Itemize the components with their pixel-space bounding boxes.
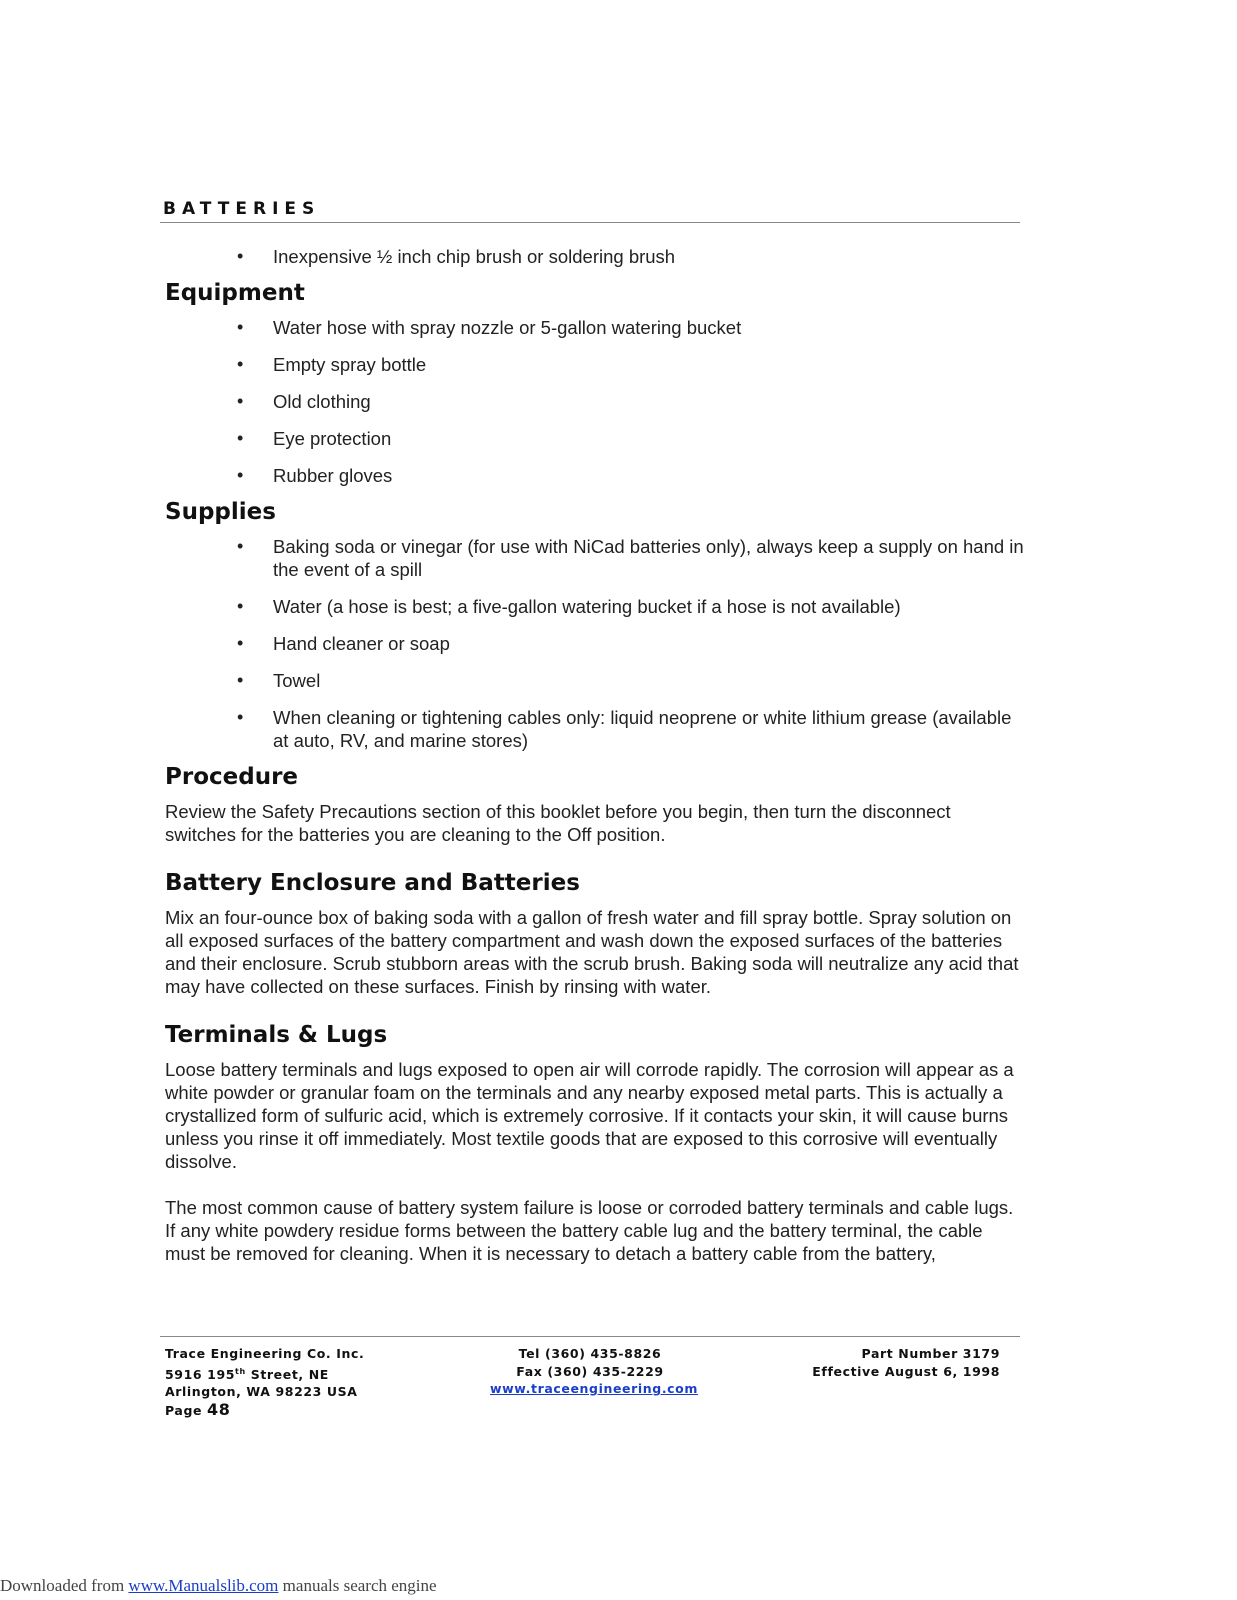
- manualslib-link[interactable]: www.Manualslib.com: [128, 1576, 279, 1595]
- list-item: • Empty spray bottle: [237, 354, 427, 375]
- list-item: • Eye protection: [237, 428, 392, 449]
- list-item: • Baking soda or vinegar (for use with NiCad batteries only), always keep a supply on hand in the event of a spill: [237, 536, 1024, 580]
- footer-street: 5916 195th Street, NE: [165, 1366, 329, 1382]
- footer-fax: Fax (360) 435-2229: [516, 1363, 664, 1379]
- footer-part-block: [800, 1345, 1000, 1380]
- bullet-icon: •: [237, 707, 244, 727]
- bullet-icon: •: [237, 465, 244, 485]
- list-item: • Towel: [237, 670, 321, 691]
- footer-company: Trace Engineering Co. Inc.: [165, 1346, 365, 1361]
- footer-effective-date: Effective August 6, 1998: [812, 1363, 1000, 1379]
- list-item: • Rubber gloves: [237, 465, 393, 486]
- footer-page: Page 48: [165, 1399, 231, 1419]
- equipment-heading: Equipment: [165, 280, 305, 306]
- terminals-heading: Terminals & Lugs: [165, 1022, 388, 1048]
- supplies-list: [165, 535, 1025, 752]
- list-item: • Inexpensive ½ inch chip brush or soldering brush: [237, 246, 676, 267]
- bullet-icon: •: [237, 536, 244, 556]
- bullet-icon: •: [237, 428, 244, 448]
- footer-rule: [160, 1336, 1020, 1337]
- footer-website-link[interactable]: www.traceengineering.com: [490, 1381, 698, 1396]
- list-item: • Old clothing: [237, 391, 371, 412]
- bullet-icon: •: [237, 317, 244, 337]
- footer-tel: Tel (360) 435-8826: [518, 1346, 662, 1361]
- list-item: • When cleaning or tightening cables only: liquid neoprene or white lithium grease (available at auto, RV, and marine stores): [237, 707, 1012, 751]
- bullet-icon: •: [237, 246, 244, 266]
- footer-company-block: [165, 1345, 364, 1419]
- procedure-paragraph: Review the Safety Precautions section of this booklet before you begin, then turn the disconnect switches for the batteries you are cleaning to the Off position.: [165, 801, 951, 845]
- terminals-paragraph-1: Loose battery terminals and lugs exposed to open air will corrode rapidly. The corrosion will appear as a white powder or granular foam on the terminals and any nearby exposed metal parts. This is actually a crystallized form of sulfuric acid, which is extremely corrosive. If it contacts your skin, it will cause burns unless you rinse it off immediately. Most textile goods that are exposed to this corrosive will eventually dissolve.: [165, 1059, 1014, 1172]
- page-content: [165, 245, 1025, 1265]
- footer-city: Arlington, WA 98223 USA: [165, 1384, 358, 1400]
- bullet-icon: •: [237, 596, 244, 616]
- footer-contact-block: [490, 1345, 698, 1398]
- procedure-heading: Procedure: [165, 764, 299, 790]
- download-notice: Downloaded from www.Manualslib.com manuals search engine: [0, 1576, 437, 1595]
- bullet-icon: •: [237, 354, 244, 374]
- enclosure-paragraph: Mix an four-ounce box of baking soda with a gallon of fresh water and fill spray bottle. Spray solution on all exposed surfaces of the battery compartment and wash down the exposed surfaces of the batteries and their enclosure. Scrub stubborn areas with the scrub brush. Baking soda will neutralize any acid that may have collected on these surfaces. Finish by rinsing with water.: [165, 907, 1019, 997]
- supplies-heading: Supplies: [165, 499, 276, 525]
- list-item: • Water hose with spray nozzle or 5-gallon watering bucket: [237, 317, 742, 338]
- terminals-paragraph-2: The most common cause of battery system failure is loose or corroded battery terminals and cable lugs. If any white powdery residue forms between the battery cable lug and the battery terminal, the cable must be removed for cleaning. When it is necessary to detach a battery cable from the battery,: [165, 1197, 1014, 1264]
- page-number: 48: [207, 1399, 231, 1419]
- bullet-icon: •: [237, 670, 244, 690]
- header-rule: [160, 222, 1020, 223]
- bullet-icon: •: [237, 633, 244, 653]
- list-item: • Water (a hose is best; a five-gallon watering bucket if a hose is not available): [237, 596, 901, 617]
- list-item: • Hand cleaner or soap: [237, 633, 450, 654]
- enclosure-heading: Battery Enclosure and Batteries: [165, 870, 580, 896]
- footer-part-number: Part Number 3179: [861, 1346, 1000, 1361]
- equipment-list: [165, 316, 1025, 487]
- intro-bullet-list: [165, 245, 1025, 268]
- bullet-icon: •: [237, 391, 244, 411]
- section-header-title: BATTERIES: [163, 199, 321, 219]
